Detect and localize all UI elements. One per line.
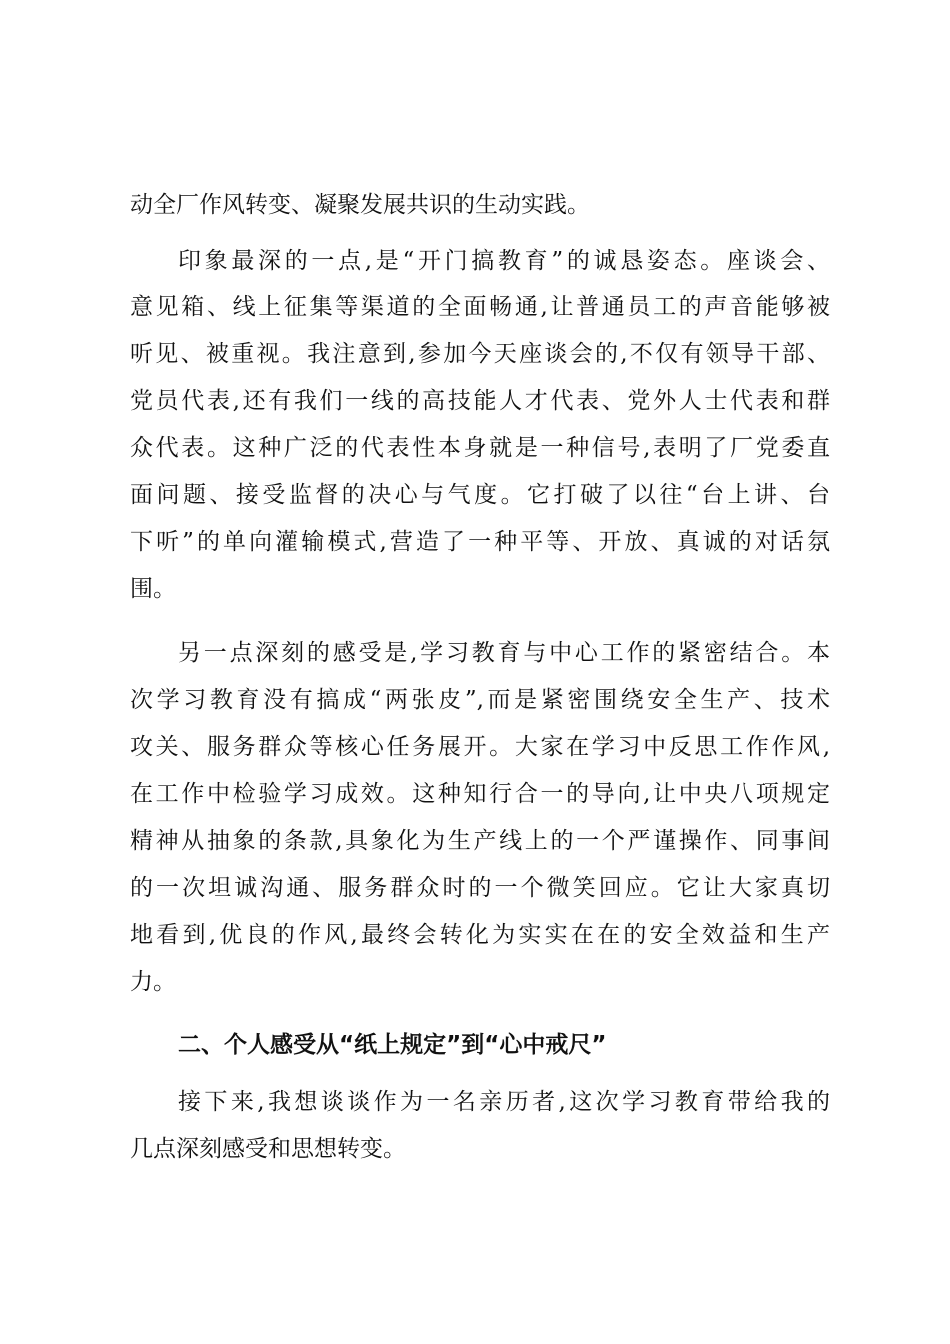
paragraph-line: 下听”的单向灌输模式,营造了一种平等、开放、真诚的对话氛 [130,529,830,555]
paragraph-line: 围。 [130,576,176,602]
paragraph-line: 几点深刻感受和思想转变。 [130,1136,406,1162]
paragraph-line: 精神从抽象的条款,具象化为生产线上的一个严谨操作、同事间 [130,828,830,854]
paragraph-line: 另一点深刻的感受是,学习教育与中心工作的紧密结合。本 [178,640,830,666]
paragraph-line: 面问题、接受监督的决心与气度。它打破了以往“台上讲、台 [130,482,830,508]
paragraph-line: 印象最深的一点,是“开门搞教育”的诚恳姿态。座谈会、 [178,248,830,274]
paragraph-line: 在工作中检验学习成效。这种知行合一的导向,让中央八项规定 [130,781,830,807]
paragraph-line: 意见箱、线上征集等渠道的全面畅通,让普通员工的声音能够被 [130,294,830,320]
paragraph-line: 动全厂作风转变、凝聚发展共识的生动实践。 [130,192,590,218]
paragraph-line: 党员代表,还有我们一线的高技能人才代表、党外人士代表和群 [130,388,830,414]
paragraph-line: 攻关、服务群众等核心任务展开。大家在学习中反思工作作风, [130,734,830,760]
paragraph-line: 接下来,我想谈谈作为一名亲历者,这次学习教育带给我的 [178,1089,830,1115]
paragraph-line: 力。 [130,969,176,995]
paragraph-line: 次学习教育没有搞成“两张皮”,而是紧密围绕安全生产、技术 [130,687,830,713]
paragraph-line: 听见、被重视。我注意到,参加今天座谈会的,不仅有领导干部、 [130,341,830,367]
section-heading: 二、个人感受从“纸上规定”到“心中戒尺” [178,1032,607,1058]
paragraph-line: 众代表。这种广泛的代表性本身就是一种信号,表明了厂党委直 [130,435,830,461]
paragraph-line: 的一次坦诚沟通、服务群众时的一个微笑回应。它让大家真切 [130,875,830,901]
paragraph-line: 地看到,优良的作风,最终会转化为实实在在的安全效益和生产 [130,922,830,948]
